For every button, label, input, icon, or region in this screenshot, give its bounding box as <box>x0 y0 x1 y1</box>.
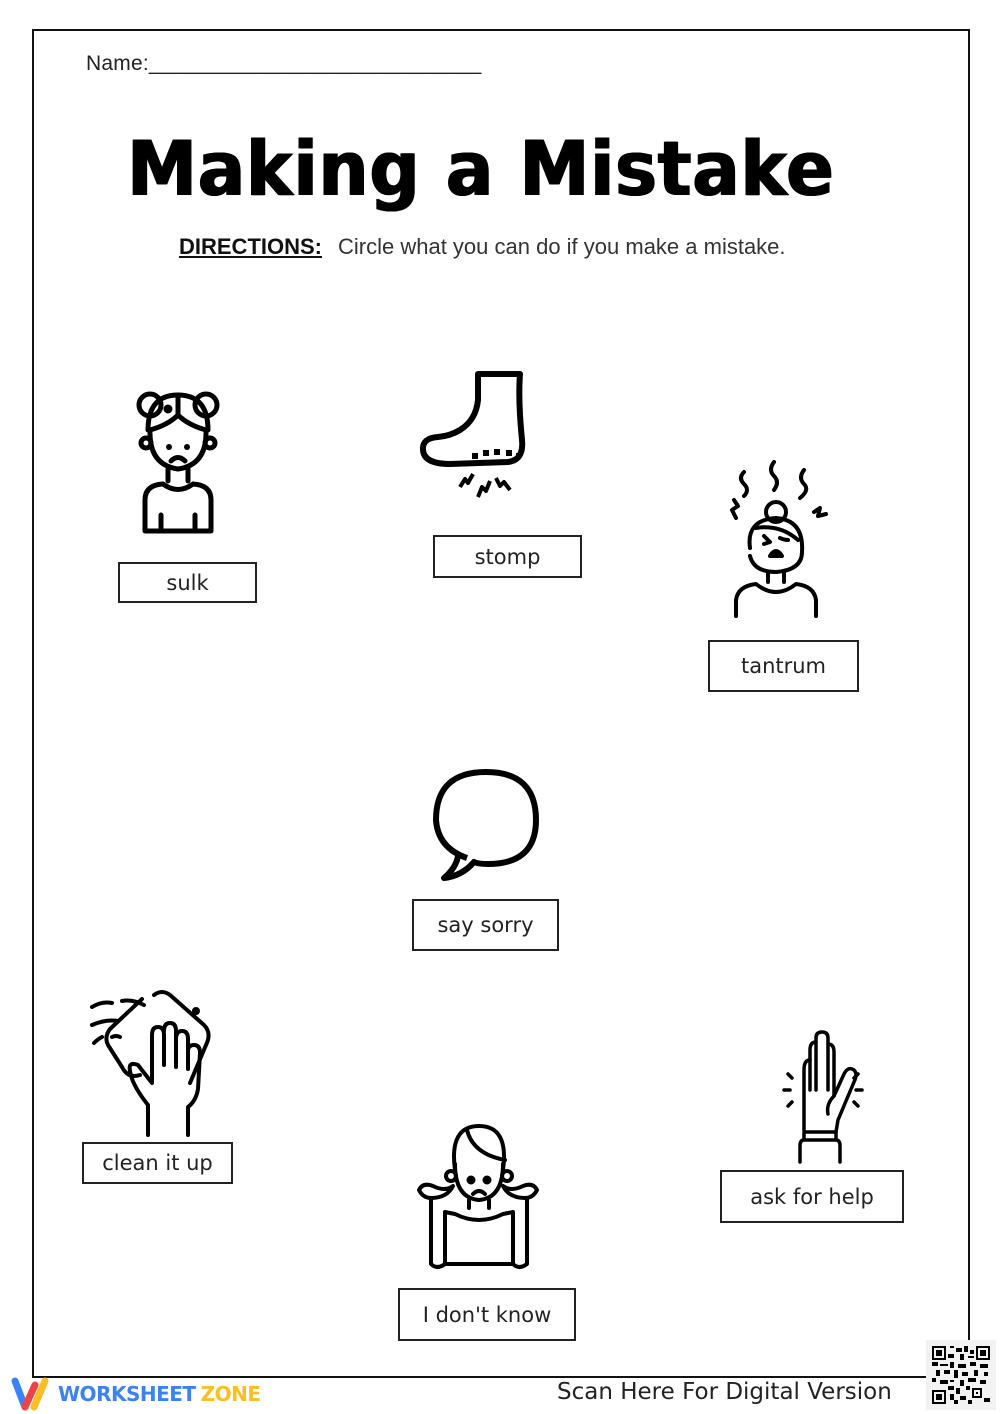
choice-label: tantrum <box>708 640 859 692</box>
name-label: Name: <box>86 52 149 75</box>
choice-label: sulk <box>118 562 257 603</box>
name-blank-line[interactable]: ____________________________ <box>148 52 482 75</box>
directions-label: DIRECTIONS: <box>179 234 322 259</box>
name-field[interactable] <box>86 52 481 76</box>
hand-wiping-cloth-icon <box>88 985 218 1137</box>
scan-instruction: Scan Here For Digital Version <box>557 1379 892 1405</box>
choice-tantrum[interactable] <box>706 460 861 695</box>
brand-name: WORKSHEET ZONE <box>58 1382 261 1406</box>
choice-label: ask for help <box>720 1170 904 1223</box>
stomping-foot-icon <box>420 370 530 500</box>
choice-say-sorry[interactable] <box>412 768 562 953</box>
directions-text: Circle what you can do if you make a mistake. <box>338 234 786 259</box>
directions <box>179 234 786 260</box>
choice-label: say sorry <box>412 899 559 951</box>
choice-clean-it-up[interactable] <box>80 985 240 1190</box>
choice-ask-for-help[interactable] <box>720 1030 905 1224</box>
shrugging-person-icon <box>415 1120 541 1270</box>
qr-code-icon <box>932 1346 990 1404</box>
worksheetzone-logo-icon <box>10 1377 52 1411</box>
worksheetzone-logo[interactable] <box>10 1376 260 1412</box>
speech-bubble-icon <box>432 768 542 883</box>
qr-code[interactable] <box>926 1340 996 1410</box>
choice-i-dont-know[interactable] <box>397 1120 577 1342</box>
worksheet-title: Making a Mistake <box>127 124 835 214</box>
choice-stomp[interactable] <box>420 370 585 580</box>
choice-label: stomp <box>433 535 582 578</box>
choice-label: I don't know <box>398 1288 576 1341</box>
raised-hand-icon <box>778 1030 868 1165</box>
choice-sulk[interactable] <box>118 385 258 605</box>
choice-label: clean it up <box>82 1142 233 1184</box>
angry-person-icon <box>726 460 836 618</box>
sulking-girl-icon <box>128 385 228 535</box>
